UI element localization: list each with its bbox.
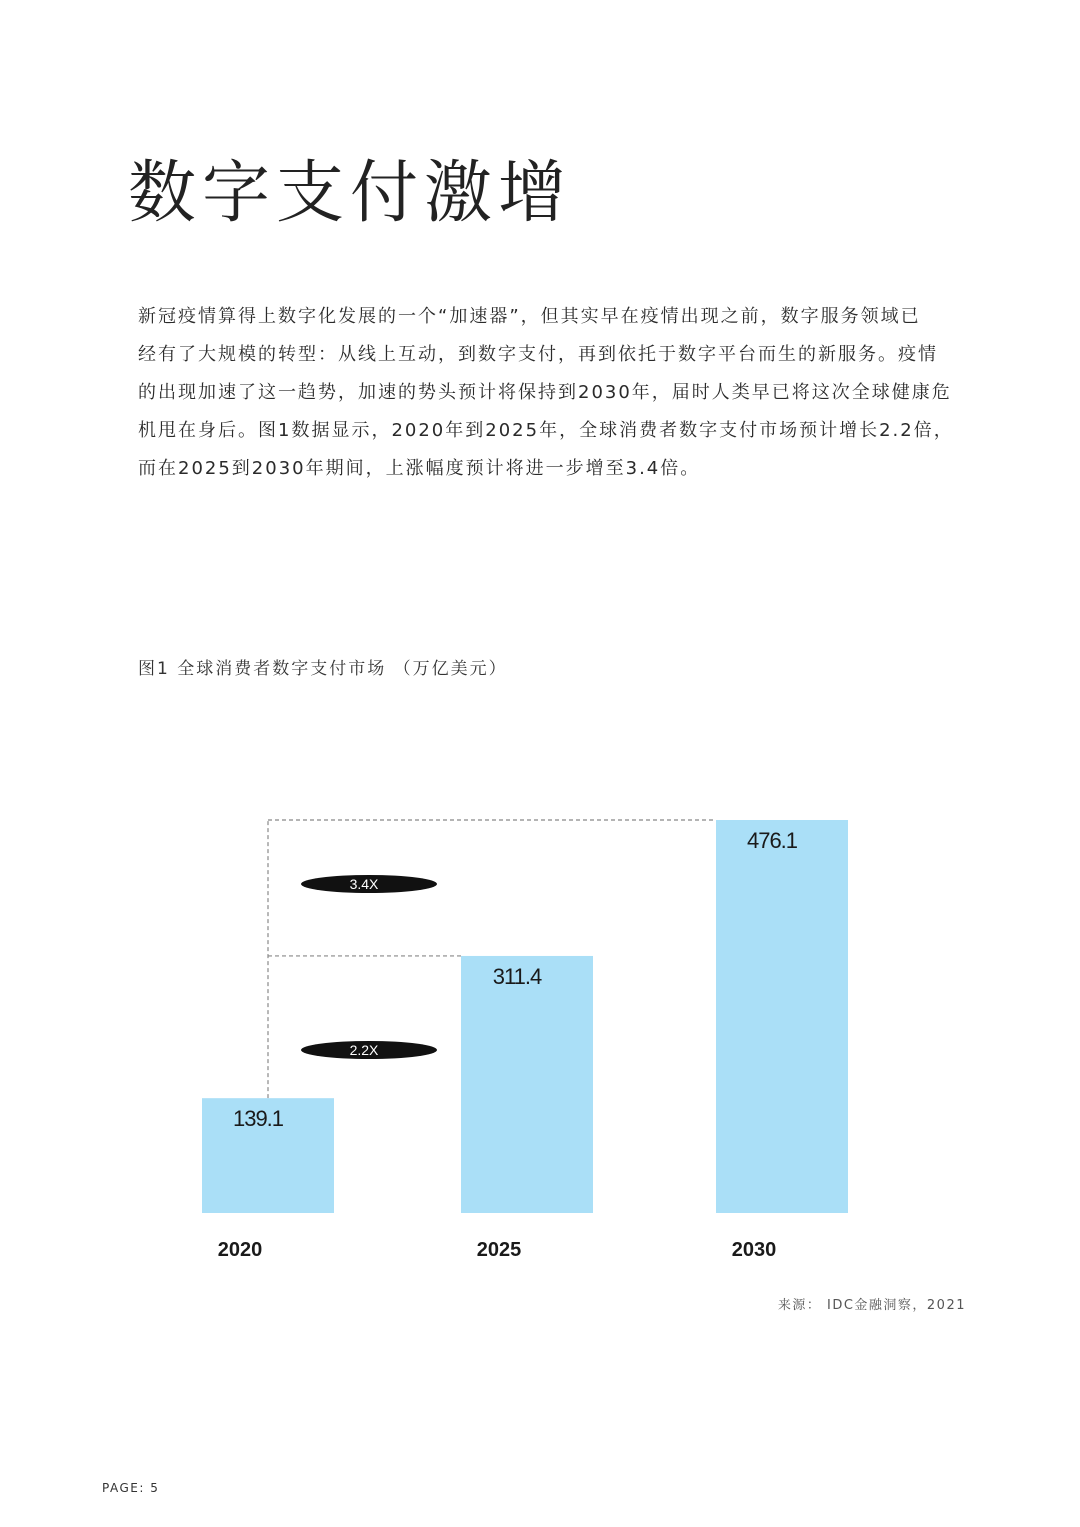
paragraph-line: 的出现加速了这一趋势，加速的势头预计将保持到2030年，届时人类早已将这次全球健康危 <box>138 382 952 403</box>
paragraph-line: 而在2025到2030年期间，上涨幅度预计将进一步增至3.4倍。 <box>138 458 701 479</box>
value-label: 139.1 <box>232 1106 284 1132</box>
value-label: 311.4 <box>492 963 542 989</box>
multiplier-label: 3.4X <box>349 876 379 892</box>
paragraph-line: 经有了大规模的转型：从线上互动，到数字支付，再到依托于数字平台而生的新服务。疫情 <box>138 344 938 365</box>
page-title: 数字支付激增 <box>128 154 573 233</box>
paragraph-line: 新冠疫情算得上数字化发展的一个“加速器”，但其实早在疫情出现之前，数字服务领域已 <box>138 306 921 327</box>
category-label: 2020 <box>217 1239 263 1261</box>
page-number: PAGE: 5 <box>102 1481 160 1495</box>
source-note: 来源： IDC金融洞察，2021 <box>777 1298 966 1313</box>
category-label: 2025 <box>476 1239 522 1261</box>
category-label: 2030 <box>731 1239 777 1261</box>
bar-2025 <box>461 956 593 1213</box>
paragraph-line: 机甩在身后。图1数据显示，2020年到2025年，全球消费者数字支付市场预计增长2.2倍， <box>138 420 954 441</box>
multiplier-label: 2.2X <box>349 1042 379 1058</box>
value-label: 476.1 <box>746 828 798 853</box>
chart-caption: 图1 全球消费者数字支付市场 （万亿美元） <box>138 659 508 679</box>
bar-2030 <box>716 820 848 1213</box>
